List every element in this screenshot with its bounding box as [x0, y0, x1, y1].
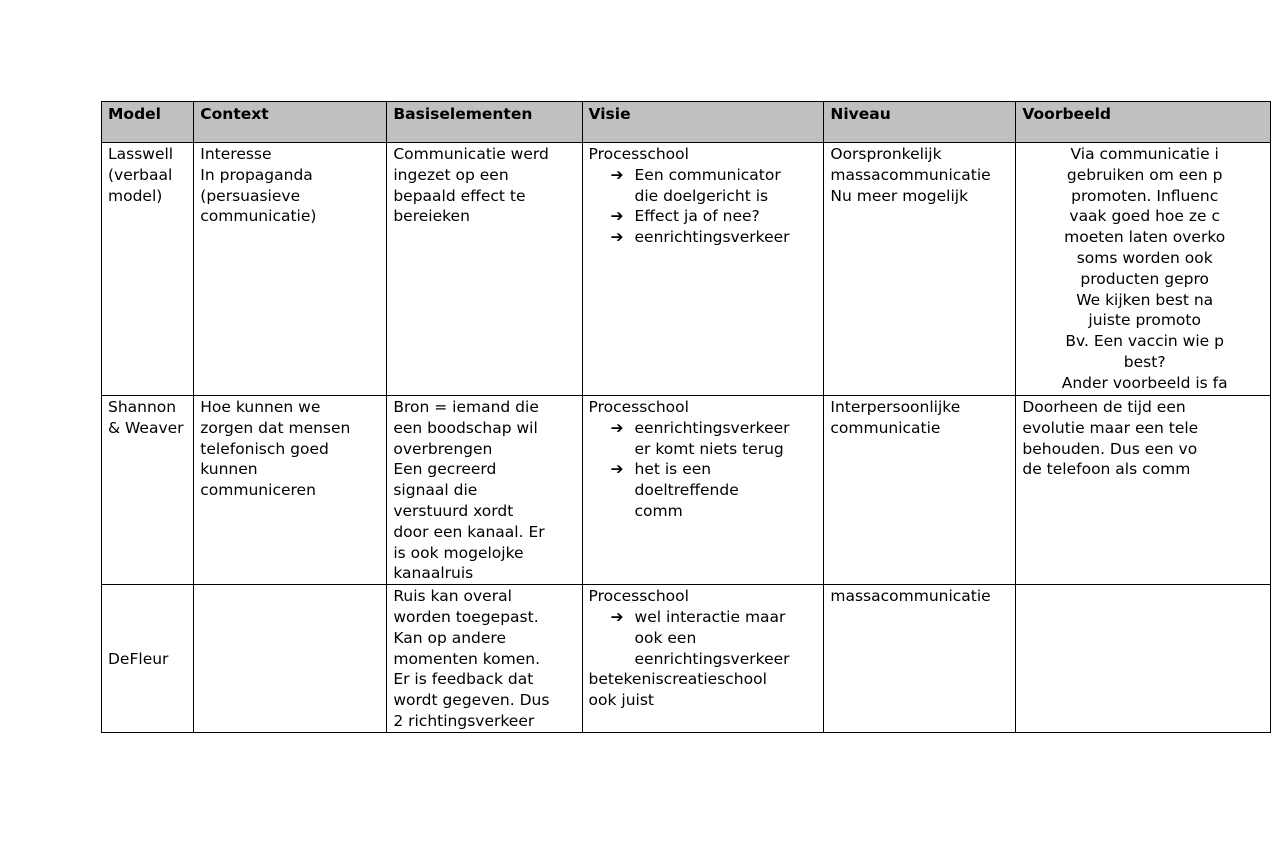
- cell-line: het is een: [634, 460, 712, 479]
- cell-voorbeeld: [1016, 585, 1271, 733]
- cell-line: We kijken best na: [1076, 290, 1214, 309]
- cell-line: Een communicator: [634, 165, 781, 184]
- cell-line: promoten. Influenc: [1071, 186, 1219, 205]
- cell-line: Een gecreerd: [393, 460, 497, 479]
- cell-basiselementen: [387, 585, 582, 733]
- cell-line: ingezet op een: [393, 165, 509, 184]
- cell-line: moeten laten overko: [1064, 228, 1226, 247]
- cell-line: massacommunicatie: [830, 587, 991, 606]
- bullet-item: [589, 227, 821, 248]
- cell-line: worden toegepast.: [393, 607, 539, 626]
- cell-line: 2 richtingsverkeer: [393, 711, 535, 730]
- cell-line: (persuasieve: [200, 186, 301, 205]
- arrow-right-icon: ➔: [610, 207, 624, 226]
- cell-context: [194, 585, 387, 733]
- cell-line: communicatie): [200, 207, 317, 226]
- header-voorbeeld: Voorbeeld: [1016, 102, 1271, 143]
- cell-voorbeeld: [1016, 396, 1271, 585]
- cell-line: de telefoon als comm: [1022, 460, 1191, 479]
- cell-visie: [582, 143, 824, 396]
- cell-line: Er is feedback dat: [393, 670, 534, 689]
- cell-model: [102, 396, 194, 585]
- cell-line: gebruiken om een p: [1066, 165, 1223, 184]
- cell-line: Nu meer mogelijk: [830, 186, 969, 205]
- cell-line: die doelgericht is: [634, 186, 769, 205]
- cell-line: vaak goed hoe ze c: [1069, 207, 1220, 226]
- cell-line: kunnen: [200, 460, 258, 479]
- cell-niveau: [824, 143, 1016, 396]
- cell-line: Shannon: [108, 398, 177, 416]
- table-row: [102, 585, 1271, 733]
- cell-line: er komt niets terug: [634, 439, 784, 458]
- visie-title: Processchool: [588, 587, 689, 606]
- cell-line: behouden. Dus een vo: [1022, 439, 1198, 458]
- header-model: Model: [102, 102, 194, 143]
- table-row: [102, 396, 1271, 585]
- bullet-item: [589, 165, 821, 207]
- bullet-item: [589, 206, 821, 227]
- cell-line: (verbaal: [108, 165, 173, 184]
- table-row: [102, 143, 1271, 396]
- visie-title: Processchool: [588, 398, 689, 416]
- arrow-right-icon: ➔: [610, 418, 624, 437]
- cell-line: DeFleur: [108, 649, 169, 668]
- header-niveau: Niveau: [824, 102, 1016, 143]
- cell-visie: [582, 396, 824, 585]
- cell-line: model): [108, 186, 163, 205]
- cell-line: In propaganda: [200, 165, 313, 184]
- header-context: Context: [194, 102, 387, 143]
- cell-line: Interpersoonlijke: [830, 398, 961, 416]
- cell-voorbeeld: [1016, 143, 1271, 396]
- cell-line: verstuurd xordt: [393, 501, 514, 520]
- arrow-right-icon: ➔: [610, 228, 624, 247]
- cell-line: kanaalruis: [393, 564, 474, 583]
- cell-line: momenten komen.: [393, 649, 541, 668]
- cell-line: & Weaver: [108, 418, 184, 437]
- header-visie: Visie: [582, 102, 824, 143]
- cell-line: Oorspronkelijk: [830, 145, 942, 163]
- arrow-right-icon: ➔: [610, 165, 624, 184]
- cell-context: [194, 396, 387, 585]
- cell-model: [102, 143, 194, 396]
- cell-line: bereieken: [393, 207, 470, 226]
- cell-line: Communicatie werd: [393, 145, 549, 163]
- cell-line: ook een: [634, 628, 697, 647]
- cell-line: eenrichtingsverkeer: [634, 228, 790, 247]
- cell-line: massacommunicatie: [830, 165, 991, 184]
- cell-line: Interesse: [200, 145, 272, 163]
- cell-line: signaal die: [393, 481, 478, 500]
- cell-line: is ook mogelojke: [393, 543, 524, 562]
- cell-line: zorgen dat mensen: [200, 418, 351, 437]
- visie-title: Processchool: [588, 145, 689, 163]
- comparison-table: [101, 101, 1271, 733]
- cell-niveau: [824, 585, 1016, 733]
- table-header-row: [102, 102, 1271, 143]
- cell-line: best?: [1123, 352, 1166, 371]
- cell-model: [102, 585, 194, 733]
- arrow-right-icon: ➔: [610, 607, 624, 626]
- bullet-item: [589, 459, 821, 521]
- cell-niveau: [824, 396, 1016, 585]
- cell-line: Ander voorbeeld is fa: [1061, 373, 1228, 392]
- cell-line: producten gepro: [1080, 269, 1209, 288]
- cell-line: telefonisch goed: [200, 439, 329, 458]
- cell-line: bepaald effect te: [393, 186, 526, 205]
- cell-line: betekeniscreatieschool: [588, 670, 767, 689]
- bullet-item: [589, 418, 821, 460]
- cell-line: Ruis kan overal: [393, 587, 512, 606]
- cell-line: evolutie maar een tele: [1022, 418, 1199, 437]
- cell-line: Doorheen de tijd een: [1022, 398, 1186, 416]
- header-basiselementen: Basiselementen: [387, 102, 582, 143]
- cell-line: communicatie: [830, 418, 941, 437]
- cell-line: overbrengen: [393, 439, 493, 458]
- bullet-item: [589, 607, 821, 669]
- cell-basiselementen: [387, 143, 582, 396]
- cell-line: door een kanaal. Er: [393, 522, 545, 541]
- cell-line: wordt gegeven. Dus: [393, 691, 550, 710]
- cell-line: Bron = iemand die: [393, 398, 539, 416]
- cell-line: wel interactie maar: [634, 607, 786, 626]
- cell-line: Kan op andere: [393, 628, 506, 647]
- cell-line: comm: [634, 501, 683, 520]
- cell-line: soms worden ook: [1076, 248, 1213, 267]
- arrow-right-icon: ➔: [610, 460, 624, 479]
- cell-line: Lasswell: [108, 145, 174, 163]
- cell-line: Via communicatie i: [1070, 145, 1219, 163]
- cell-line: een boodschap wil: [393, 418, 538, 437]
- cell-line: ook juist: [588, 691, 654, 710]
- cell-line: communiceren: [200, 481, 316, 500]
- cell-line: doeltreffende: [634, 481, 739, 500]
- cell-line: juiste promoto: [1088, 311, 1201, 330]
- cell-line: eenrichtingsverkeer: [634, 418, 790, 437]
- cell-line: Effect ja of nee?: [634, 207, 760, 226]
- cell-line: eenrichtingsverkeer: [634, 649, 790, 668]
- cell-context: [194, 143, 387, 396]
- cell-line: Hoe kunnen we: [200, 398, 321, 416]
- cell-basiselementen: [387, 396, 582, 585]
- cell-line: Bv. Een vaccin wie p: [1065, 332, 1224, 351]
- cell-visie: [582, 585, 824, 733]
